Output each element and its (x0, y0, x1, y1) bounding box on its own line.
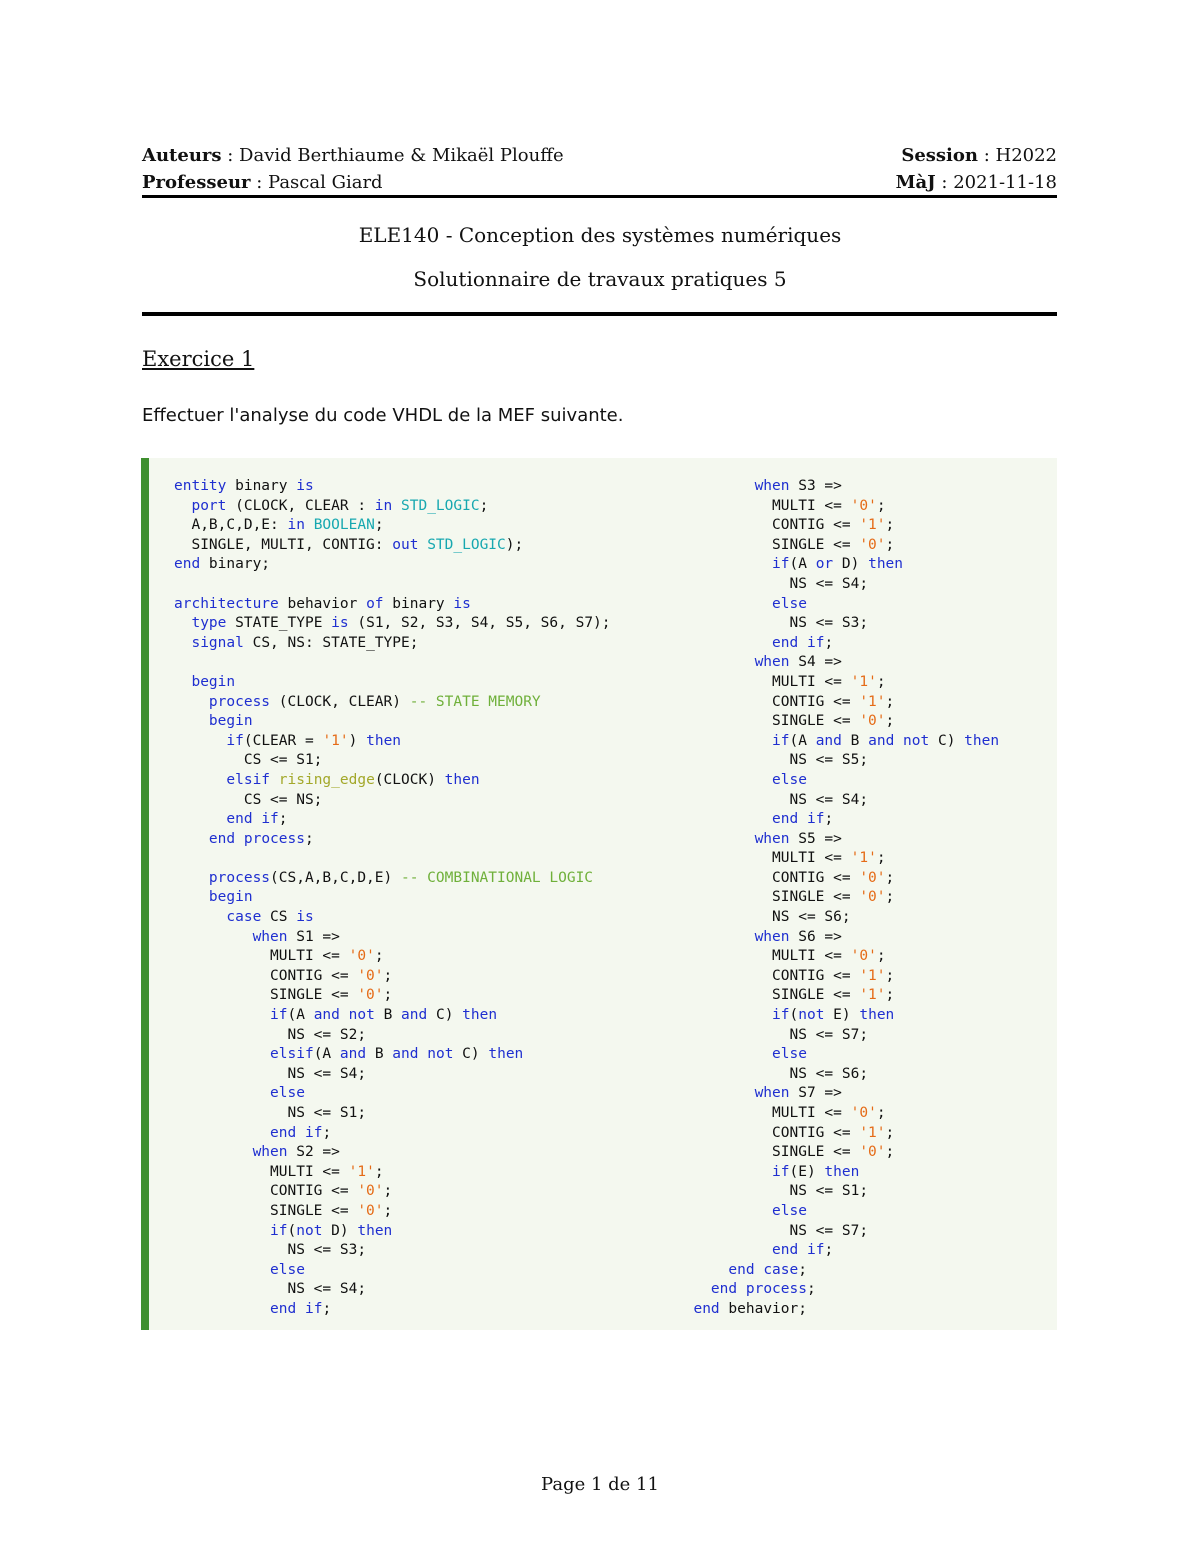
session-value: : H2022 (977, 145, 1057, 166)
code-line: NS <= S5; (676, 752, 869, 769)
code-line: SINGLE <= '0'; (676, 713, 895, 730)
code-line: MULTI <= '1'; (676, 850, 886, 867)
code-line: when S2 => (252, 1144, 340, 1161)
code-line: end process; (710, 1281, 816, 1298)
code-line: end if; (772, 634, 834, 651)
code-line: MULTI <= '0'; (174, 948, 384, 965)
code-line: CONTIG <= '1'; (676, 517, 895, 534)
code-line: NS <= S4; (676, 575, 869, 592)
code-line: MULTI <= '0'; (676, 1105, 886, 1121)
code-line: process (CLOCK, CLEAR) -- STATE MEMORY (208, 693, 541, 710)
header-rule (142, 195, 1057, 198)
code-line: CONTIG <= '0'; (174, 1183, 393, 1200)
update-label: MàJ (895, 172, 936, 193)
code-line: else (772, 1202, 807, 1219)
code-line: begin (191, 673, 236, 690)
code-line: end if; (270, 1300, 332, 1317)
code-line: if(A and not B and C) then (270, 1007, 498, 1024)
code-line: end if; (270, 1124, 332, 1141)
code-line: end binary; (174, 556, 271, 573)
update-value: : 2021-11-18 (935, 172, 1057, 193)
code-line: NS <= S4; (174, 1065, 367, 1082)
code-line: case CS is (226, 909, 314, 926)
code-line: if(not D) then (270, 1222, 393, 1239)
code-line: SINGLE <= '1'; (676, 987, 895, 1004)
professor-label: Professeur (142, 172, 251, 193)
code-line: CONTIG <= '1'; (676, 1124, 895, 1141)
code-line: end behavior; (693, 1300, 807, 1317)
header-line-authors (142, 145, 1057, 166)
document-subtitle: Solutionnaire de travaux pratiques 5 (413, 267, 787, 291)
code-line: NS <= S4; (174, 1281, 367, 1298)
code-line: MULTI <= '1'; (676, 673, 886, 690)
code-line: SINGLE <= '0'; (174, 1202, 393, 1219)
code-line: NS <= S2; (174, 1026, 367, 1043)
code-line: MULTI <= '1'; (174, 1163, 384, 1180)
update-info (896, 172, 1057, 193)
code-line: CS <= S1; (174, 752, 323, 769)
code-line: else (772, 1046, 807, 1063)
code-line: end process; (208, 830, 314, 847)
code-line: SINGLE <= '0'; (676, 889, 895, 906)
exercise-intro: Effectuer l'analyse du code VHDL de la MEF suivante. (142, 405, 624, 426)
code-line: if(CLEAR = '1') then (226, 732, 402, 749)
code-column-left (174, 477, 611, 1320)
code-line: NS <= S3; (676, 615, 869, 632)
code-column-right (676, 477, 999, 1320)
code-line: NS <= S3; (174, 1242, 367, 1259)
code-line: type STATE_TYPE is (S1, S2, S3, S4, S5, S6, S7); (191, 615, 611, 632)
code-line: port (CLOCK, CLEAR : in STD_LOGIC; (191, 497, 489, 514)
code-line: NS <= S6; (676, 909, 851, 926)
code-line: if(E) then (772, 1163, 860, 1180)
code-line: SINGLE <= '0'; (174, 987, 393, 1004)
code-line: when S7 => (754, 1085, 842, 1102)
code-line: NS <= S1; (676, 1183, 869, 1200)
code-line: when S1 => (252, 928, 340, 945)
code-line: CS <= NS; (174, 791, 323, 808)
exercise-title: Exercice 1 (142, 347, 255, 371)
code-line: end case; (728, 1261, 807, 1278)
code-line: else (270, 1085, 305, 1102)
code-line: CONTIG <= '0'; (676, 869, 895, 886)
title-rule (142, 312, 1057, 316)
session-info (901, 145, 1057, 166)
authors-label: Auteurs (142, 145, 222, 166)
code-line: elsif(A and B and not C) then (270, 1046, 524, 1063)
code-line: begin (208, 713, 253, 730)
code-line: entity binary is (174, 478, 314, 494)
code-line: CONTIG <= '1'; (676, 967, 895, 984)
code-line: when S6 => (754, 928, 842, 945)
code-line: CONTIG <= '0'; (174, 967, 393, 984)
code-line: MULTI <= '0'; (676, 948, 886, 965)
code-line: if(A or D) then (772, 556, 904, 573)
code-line: end if; (772, 1242, 834, 1259)
authors-value: : David Berthiaume & Mikaël Plouffe (221, 145, 564, 166)
code-line: else (772, 771, 807, 788)
code-line: process(CS,A,B,C,D,E) -- COMBINATIONAL LOGIC (208, 869, 594, 886)
document-title: ELE140 - Conception des systèmes numériques (358, 223, 842, 247)
code-line: NS <= S7; (676, 1026, 869, 1043)
code-line: MULTI <= '0'; (676, 497, 886, 514)
code-line: end if; (772, 811, 834, 828)
page-number: Page 1 de 11 (541, 1474, 659, 1495)
code-line: else (772, 595, 807, 612)
code-line: NS <= S7; (676, 1222, 869, 1239)
code-line: SINGLE <= '0'; (676, 536, 895, 553)
code-line: when S5 => (754, 830, 842, 847)
code-line: if(not E) then (772, 1007, 895, 1024)
session-label: Session (901, 145, 978, 166)
code-line: else (270, 1261, 305, 1278)
code-line: when S3 => (754, 478, 842, 494)
code-line: elsif rising_edge(CLOCK) then (226, 771, 480, 788)
code-line: signal CS, NS: STATE_TYPE; (191, 634, 419, 651)
code-listing (141, 458, 1057, 1330)
code-line: NS <= S4; (676, 791, 869, 808)
code-line: end if; (226, 811, 288, 828)
header-line-professor (142, 172, 1057, 193)
code-line: CONTIG <= '1'; (676, 693, 895, 710)
code-line: NS <= S6; (676, 1065, 869, 1082)
code-line: A,B,C,D,E: in BOOLEAN; (174, 517, 384, 534)
code-line: when S4 => (754, 654, 842, 671)
code-line: NS <= S1; (174, 1105, 367, 1121)
professor-value: : Pascal Giard (250, 172, 383, 193)
code-line: SINGLE, MULTI, CONTIG: out STD_LOGIC); (174, 536, 524, 553)
code-line: SINGLE <= '0'; (676, 1144, 895, 1161)
code-line: architecture behavior of binary is (174, 595, 471, 612)
code-line: begin (208, 889, 253, 906)
code-line: if(A and B and not C) then (772, 732, 1000, 749)
